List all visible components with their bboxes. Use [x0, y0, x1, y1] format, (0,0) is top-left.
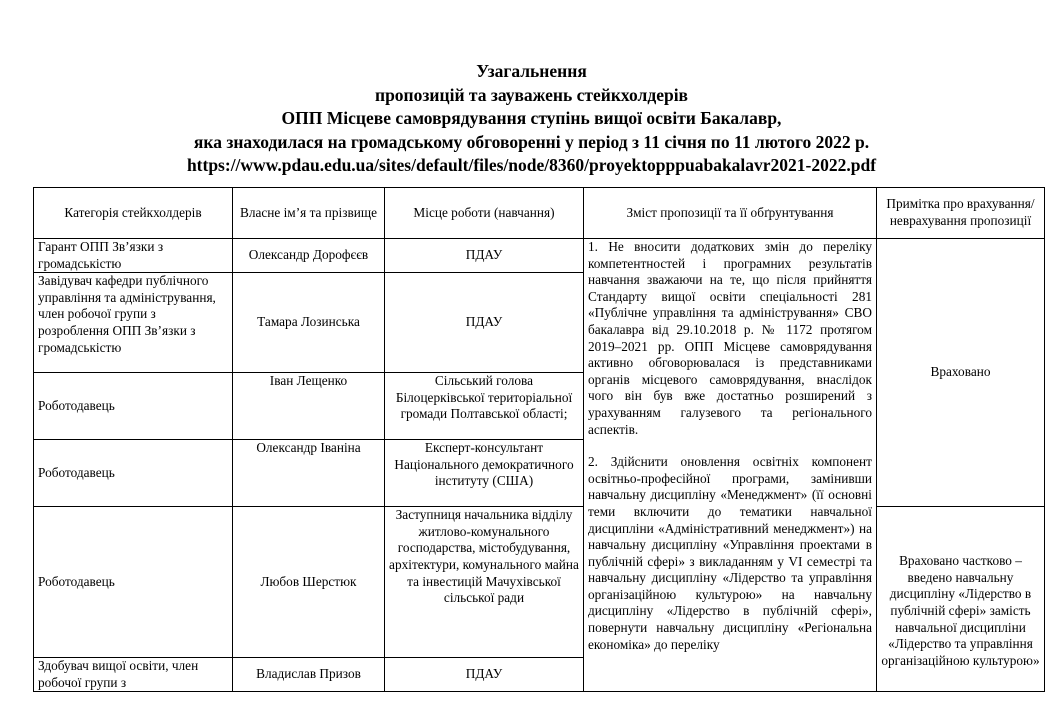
title-line-1: Узагальнення: [476, 61, 587, 81]
proposal-2: 2. Здійснити оновлення освітніх компонент освітньо-професійної програми, замінивши навчальну дисципліну «Менеджмент» (її основні теми включити до тематики навчальної дисципліни «Адміністративний менеджмент») на навчальну дисципліну «Управління проектами в публічній сфері» з викладанням у VI семестрі та навчальну дисципліну «Лідерство та управління організаційною культурою» на навчальну дисципліну «Лідерство в публічній сфері», повернути навчальну дисципліну «Регіональна економіка» до переліку: [588, 454, 872, 652]
header-proposal: Зміст пропозиції та її обґрунтування: [584, 188, 877, 239]
row-workplace: ПДАУ: [385, 658, 584, 692]
row-name: Олександр Дорофєєв: [233, 239, 385, 273]
header-note: Примітка про врахування/неврахування пропозиції: [877, 188, 1045, 239]
row-name: Владислав Призов: [233, 658, 385, 692]
row-name: Олександр Іваніна: [233, 440, 385, 507]
row-workplace: Сільський голова Білоцерківської територіальної громади Полтавської області;: [385, 373, 584, 440]
row-category: Завідувач кафедри публічного управління та адміністрування, член робочої групи з розроблення ОПП Зв’язки з громадськістю: [34, 273, 233, 373]
title-line-2: пропозицій та зауважень стейкхолдерів: [374, 84, 689, 105]
row-category: Здобувач вищої освіти, член робочої групи з: [34, 658, 233, 692]
row-workplace: Експерт-консультант Національного демократичного інституту (США): [385, 440, 584, 507]
note-2: Враховано частково – введено навчальну дисципліну «Лідерство в публічній сфері» замість навчальної дисципліни «Лідерство та управління організаційною культурою»: [881, 553, 1040, 668]
title-line-3: ОПП Місцеве самоврядування ступінь вищої освіти Бакалавр,: [281, 108, 782, 128]
title-line-4: яка знаходилася на громадському обговоренні у період з 11 січня по 11 лютого 2022 р.: [193, 131, 870, 152]
row-name: Тамара Лозинська: [233, 273, 385, 373]
row-category: Гарант ОПП Зв’язки з громадськістю: [34, 239, 233, 273]
note-cell-1: [877, 239, 1045, 507]
table-row: [34, 507, 1045, 658]
stakeholder-proposals-table: [33, 187, 1045, 692]
row-category: Роботодавець: [34, 507, 233, 658]
header-category: Категорія стейкхолдерів: [34, 188, 233, 239]
header-workplace: Місце роботи (навчання): [385, 188, 584, 239]
row-category: Роботодавець: [34, 373, 233, 440]
table-row: [34, 239, 1045, 273]
row-workplace: Заступниця начальника відділу житлово-комунального господарства, містобудування, архітектури, комунального майна та інвестицій Мачухівської сільської ради: [385, 507, 584, 658]
row-category: Роботодавець: [34, 440, 233, 507]
note-1: Враховано: [930, 364, 991, 380]
row-name: Іван Лещенко: [233, 373, 385, 440]
proposal-1: 1. Не вносити додаткових змін до переліку компетентностей і програмних результатів навчання зважаючи на те, що після прийняття Стандарту вищої освіти спеціальності 281 «Публічне управління та адміністрування» СВО бакалавра від 29.10.2018 р. № 1172 протягом 2019–2021 рр. ОПП Місцеве самоврядування активно обговорювалася із представниками органів місцевого самоврядування, внаслідок чого він був вже достатньо розширений з урахуванням галузевого та регіонального аспектів.: [588, 239, 872, 437]
row-workplace: ПДАУ: [385, 239, 584, 273]
title-url-link[interactable]: https://www.pdau.edu.ua/sites/default/files/node/8360/proyektopppuabakalavr2021-2022.pdf: [186, 155, 877, 175]
proposal-cell: [584, 239, 877, 692]
table-header-row: [34, 188, 1045, 239]
note-cell-2: [877, 507, 1045, 692]
row-workplace: ПДАУ: [385, 273, 584, 373]
header-name: Власне ім’я та прізвище: [233, 188, 385, 239]
document-title: [0, 60, 1063, 178]
row-name: Любов Шерстюк: [233, 507, 385, 658]
